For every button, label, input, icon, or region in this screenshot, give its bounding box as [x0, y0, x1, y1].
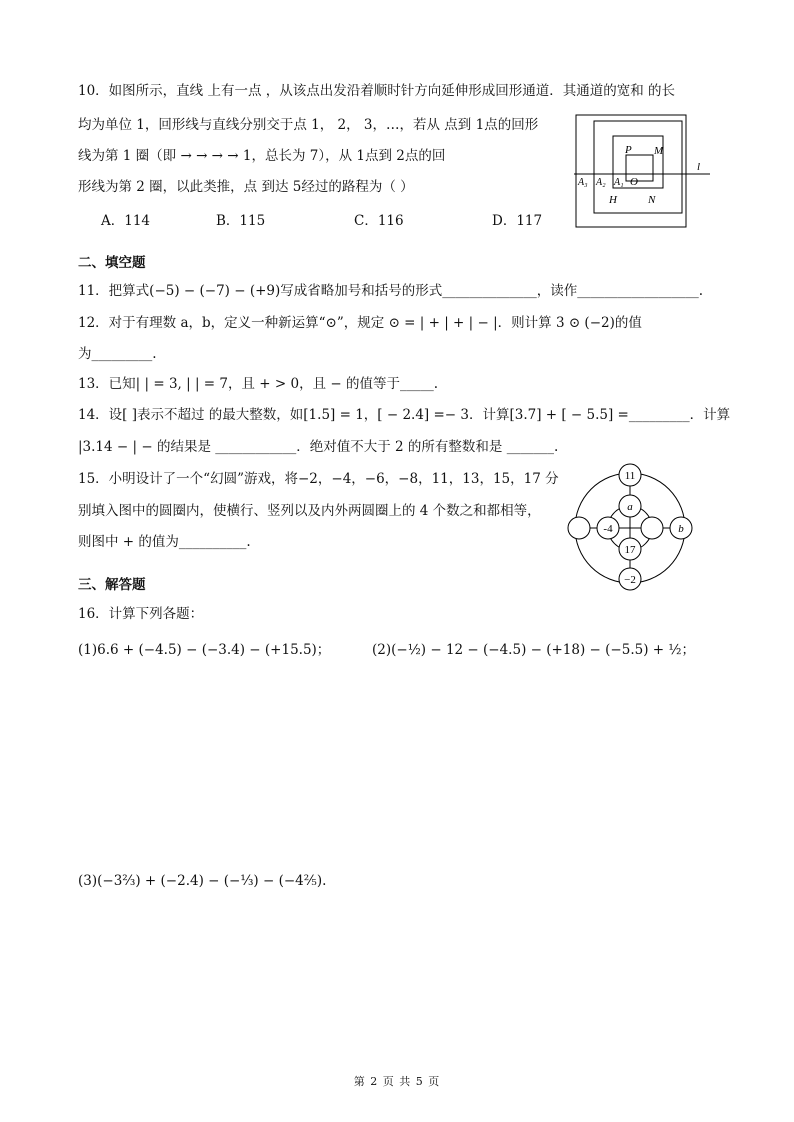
label-h: H	[609, 194, 617, 206]
q10-line-3: 线为第 1 圈（即 → → → → 1，总长为 7），从 1点到 2点的回	[78, 148, 446, 164]
magic-circle-figure	[564, 460, 700, 592]
spiral-figure	[570, 108, 715, 233]
label-a3: A₃	[578, 177, 588, 188]
q10-choice-d: D．117	[492, 213, 543, 229]
q10-choice-b: B．115	[216, 213, 266, 229]
q12-line-2: 为_________.	[78, 346, 157, 362]
q16-part-1: (1)6.6 + (−4.5) − (−3.4) − (+15.5)；	[78, 642, 331, 658]
label-a2: A₂	[596, 177, 606, 188]
label-p: P	[625, 144, 632, 156]
q10-line-4: 形线为第 2 圈，以此类推，点 到达 5经过的路程为（ ）	[78, 179, 414, 195]
label-l: l	[697, 161, 701, 173]
label-a: a	[627, 501, 633, 513]
label-m: M	[654, 145, 664, 157]
label-n: N	[648, 194, 656, 206]
q15-line-1: 15．小明设计了一个“幻圆”游戏，将−2，−4，−6，−8，11，13，15，17 分	[78, 471, 559, 487]
label-o: O	[630, 176, 638, 188]
label-neg4: -4	[603, 523, 613, 535]
circle-right-inner	[641, 517, 663, 539]
q10-choice-a: A．114	[101, 213, 151, 229]
page-footer: 第 2 页 共 5 页	[353, 1075, 441, 1088]
q16-intro: 16．计算下列各题：	[78, 606, 204, 622]
q10-choice-c: C．116	[354, 213, 404, 229]
label-b: b	[678, 523, 684, 535]
section-title-fill-blank: 二、填空题	[78, 255, 146, 271]
label-17: 17	[624, 544, 636, 556]
q15-line-3: 则图中 + 的值为__________.	[78, 534, 251, 550]
label-neg2: −2	[624, 574, 636, 586]
q11-text: 11．把算式(−5) − (−7) − (+9)写成省略加号和括号的形式______________，读作__________________.	[78, 283, 704, 299]
q12-line-1: 12．对于有理数 a，b，定义一种新运算“⊙”，规定 ⊙ = | + | + | − |．则计算 3 ⊙ (−2)的值	[78, 315, 642, 331]
q14-line-1: 14．设[ ]表示不超过 的最大整数，如[1.5] = 1，[ − 2.4] =− 3．计算[3.7] + [ − 5.5] =_________．计算	[78, 407, 731, 423]
middle-square	[594, 121, 682, 213]
circle-left-outer	[568, 517, 590, 539]
label-11: 11	[624, 470, 636, 482]
q10-line-2: 均为单位 1，回形线与直线分别交于点 1， 2， 3，…，若从 点到 1点的回形	[78, 117, 539, 133]
q15-line-2: 别填入图中的圆圈内，使横行、竖列以及内外两圆圈上的 4 个数之和都相等，	[78, 503, 541, 519]
q13-text: 13．已知| | = 3, | | = 7，且 + > 0，且 − 的值等于_____.	[78, 376, 439, 392]
q16-part-3: (3)(−3⅔) + (−2.4) − (−⅓) − (−4⅖).	[78, 873, 327, 889]
q14-line-2: |3.14 − | − 的结果是 ____________．绝对值不大于 2 的所有整数和是 _______.	[78, 439, 559, 455]
q16-part-2: (2)(−½) − 12 − (−4.5) − (+18) − (−5.5) + ½；	[372, 642, 695, 658]
section-title-solve: 三、解答题	[78, 577, 146, 593]
q10-line-1: 10．如图所示，直线 上有一点 ，从该点出发沿着顺时针方向延伸形成回形通道．其通道的宽和 的长	[78, 83, 676, 99]
outer-square	[576, 115, 686, 227]
label-a1: A₁	[614, 177, 624, 188]
